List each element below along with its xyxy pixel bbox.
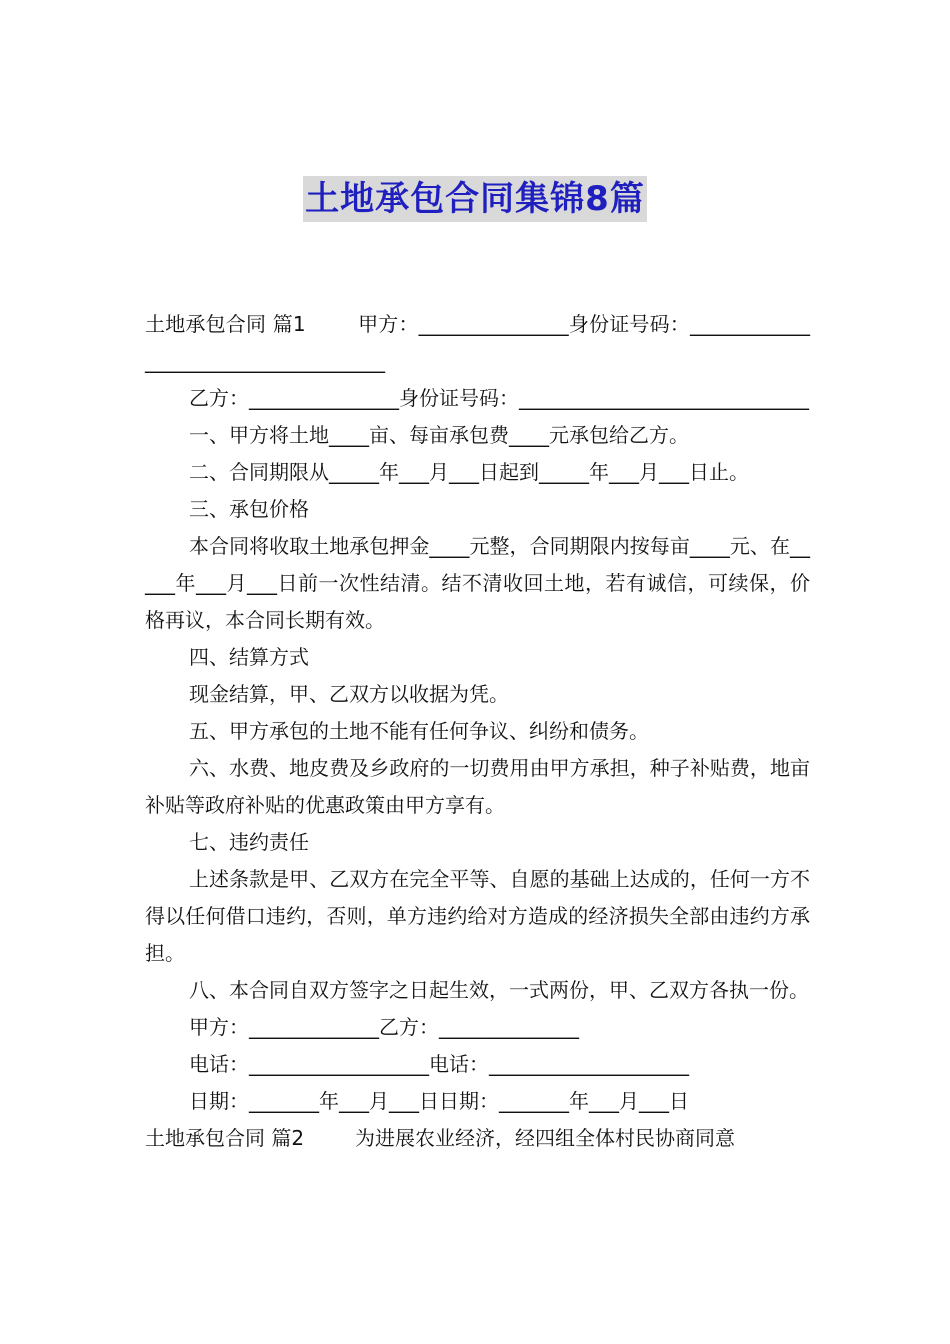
clause-2: 二、合同期限从_____年___月___日起到_____年___月___日止。 (189, 460, 749, 484)
clause-7-title: 七、违约责任 (189, 830, 309, 854)
contract1-heading: 土地承包合同 篇1 (145, 312, 306, 336)
clause-3-title: 三、承包价格 (189, 497, 309, 521)
clause-4-body: 现金结算，甲、乙双方以收据为凭。 (189, 682, 509, 706)
signature-dates: 日期：_______年___月___日日期：_______年___月___日 (189, 1089, 689, 1113)
contract2-first-line (145, 1120, 810, 1157)
contract2-intro: 为进展农业经济，经四组全体村民协商同意 (354, 1126, 735, 1150)
clause-5: 五、甲方承包的土地不能有任何争议、纠纷和债务。 (189, 719, 649, 743)
party-a-line: 甲方：_______________身份证号码：____________________________________ (145, 312, 811, 373)
signature-parties: 甲方：_____________乙方：______________ (189, 1015, 579, 1039)
contract2-heading: 土地承包合同 篇2 (145, 1126, 305, 1150)
party-b-line: 乙方：_______________身份证号码：_____________________________ (189, 386, 809, 410)
clause-1: 一、甲方将土地____亩、每亩承包费____元承包给乙方。 (189, 423, 689, 447)
document-title-wrapper (0, 176, 950, 222)
clause-3-body: 本合同将收取土地承包押金____元整，合同期限内按每亩____元、在_____年___月___日前一次性结清。结不清收回土地，若有诚信，可续保，价格再议，本合同长期有效。 (145, 534, 810, 632)
clause-4-title: 四、结算方式 (189, 645, 309, 669)
clause-6: 六、水费、地皮费及乡政府的一切费用由甲方承担，种子补贴费，地亩补贴等政府补贴的优惠政策由甲方享有。 (145, 756, 810, 817)
clause-7-body: 上述条款是甲、乙双方在完全平等、自愿的基础上达成的，任何一方不得以任何借口违约，否则，单方违约给对方造成的经济损失全部由违约方承担。 (145, 867, 810, 965)
contract1-first-line (145, 306, 810, 380)
signature-phones: 电话：__________________电话：____________________ (189, 1052, 689, 1076)
document-title: 土地承包合同集锦8篇 (303, 176, 647, 222)
clause-8: 八、本合同自双方签字之日起生效，一式两份，甲、乙双方各执一份。 (189, 978, 809, 1002)
document-body (145, 306, 810, 1157)
